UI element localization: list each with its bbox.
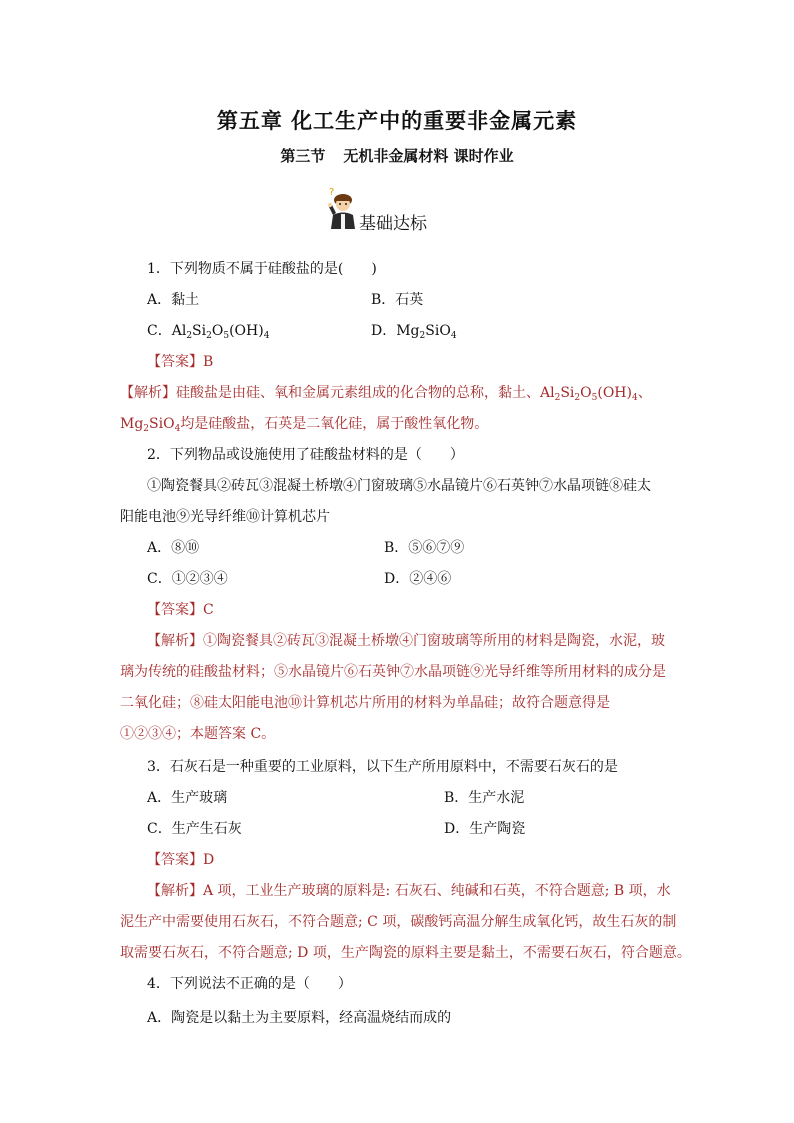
q3-stem: 3．石灰石是一种重要的工业原料，以下生产所用原料中，不需要石灰石的是 — [147, 759, 618, 775]
q3-answer: 【答案】D — [147, 852, 215, 868]
q3-option-d: D．生产陶瓷 — [444, 821, 526, 837]
q1-option-b: B．石英 — [371, 292, 424, 308]
q1-stem: 1．下列物质不属于硅酸盐的是( ) — [147, 261, 377, 277]
q2-explanation-line3: 二氧化硅；⑧硅太阳能电池⑩计算机芯片所用的材料为单晶硅；故符合题意得是 — [120, 695, 610, 711]
q2-option-a: A．⑧⑩ — [147, 540, 200, 556]
section-subtitle — [0, 145, 794, 166]
svg-text:?: ? — [329, 187, 335, 198]
q2-explanation-line4: ①②③④；本题答案 C。 — [120, 726, 276, 742]
q1-explanation-line1: 【解析】硅酸盐是由硅、氧和金属元素组成的化合物的总称，黏土、$Al_2Si_2O_5(OH)_4$、 — [120, 385, 652, 403]
q3-explanation-line2: 泥生产中需要使用石灰石，不符合题意; C 项，碳酸钙高温分解生成氧化钙，故生石灰的制 — [120, 914, 677, 930]
q4-option-a: A．陶瓷是以黏土为主要原料，经高温烧结而成的 — [147, 1010, 452, 1026]
q2-answer: 【答案】C — [147, 602, 214, 618]
q1-option-a: A．黏土 — [147, 292, 200, 308]
q1-explanation-line2: $Mg_2SiO_4$均是硅酸盐，石英是二氧化硅，属于酸性氧化物。 — [120, 416, 489, 434]
q2-option-b: B．⑤⑥⑦⑨ — [384, 540, 465, 556]
q1-option-d: D．$Mg_2SiO_4$ — [371, 323, 457, 341]
q2-option-d: D．②④⑥ — [384, 571, 452, 587]
q2-explanation-line2: 璃为传统的硅酸盐材料；⑤水晶镜片⑥石英钟⑦水晶项链⑨光导纤维等所用材料的成分是 — [120, 664, 666, 680]
q1-option-c: C．$Al_2Si_2O_5(OH)_4$ — [147, 323, 270, 341]
q3-explanation-line3: 取需要石灰石，不符合题意; D 项，生产陶瓷的原料主要是黏土，不需要石灰石，符合题意。 — [120, 945, 691, 961]
student-thinking-icon — [325, 185, 359, 233]
q3-option-c: C．生产生石灰 — [147, 821, 242, 837]
q4-stem: 4．下列说法不正确的是（ ） — [147, 976, 352, 992]
q3-option-b: B．生产水泥 — [444, 790, 525, 806]
q2-items-line2: 阳能电池⑨光导纤维⑩计算机芯片 — [120, 509, 330, 525]
q2-items-line1: ①陶瓷餐具②砖瓦③混凝土桥墩④门窗玻璃⑤水晶镜片⑥石英钟⑦水晶项链⑧硅太 — [147, 478, 651, 494]
chapter-title: 第五章 化工生产中的重要非金属元素 — [216, 108, 578, 133]
q3-explanation-line1: 【解析】A 项，工业生产玻璃的原料是: 石灰石、纯碱和石英，不符合题意; B 项，水 — [147, 883, 671, 899]
q1-answer: 【答案】B — [147, 354, 214, 370]
q3-option-a: A．生产玻璃 — [147, 790, 228, 806]
q2-option-c: C．①②③④ — [147, 571, 228, 587]
section-number: 第三节 — [280, 147, 326, 165]
badge-label: 基础达标 — [359, 214, 427, 234]
q2-stem: 2．下列物品或设施使用了硅酸盐材料的是（ ） — [147, 447, 464, 463]
section-name: 无机非金属材料 课时作业 — [343, 147, 514, 165]
q2-explanation-line1: 【解析】①陶瓷餐具②砖瓦③混凝土桥墩④门窗玻璃等所用的材料是陶瓷，水泥，玻 — [147, 633, 665, 649]
